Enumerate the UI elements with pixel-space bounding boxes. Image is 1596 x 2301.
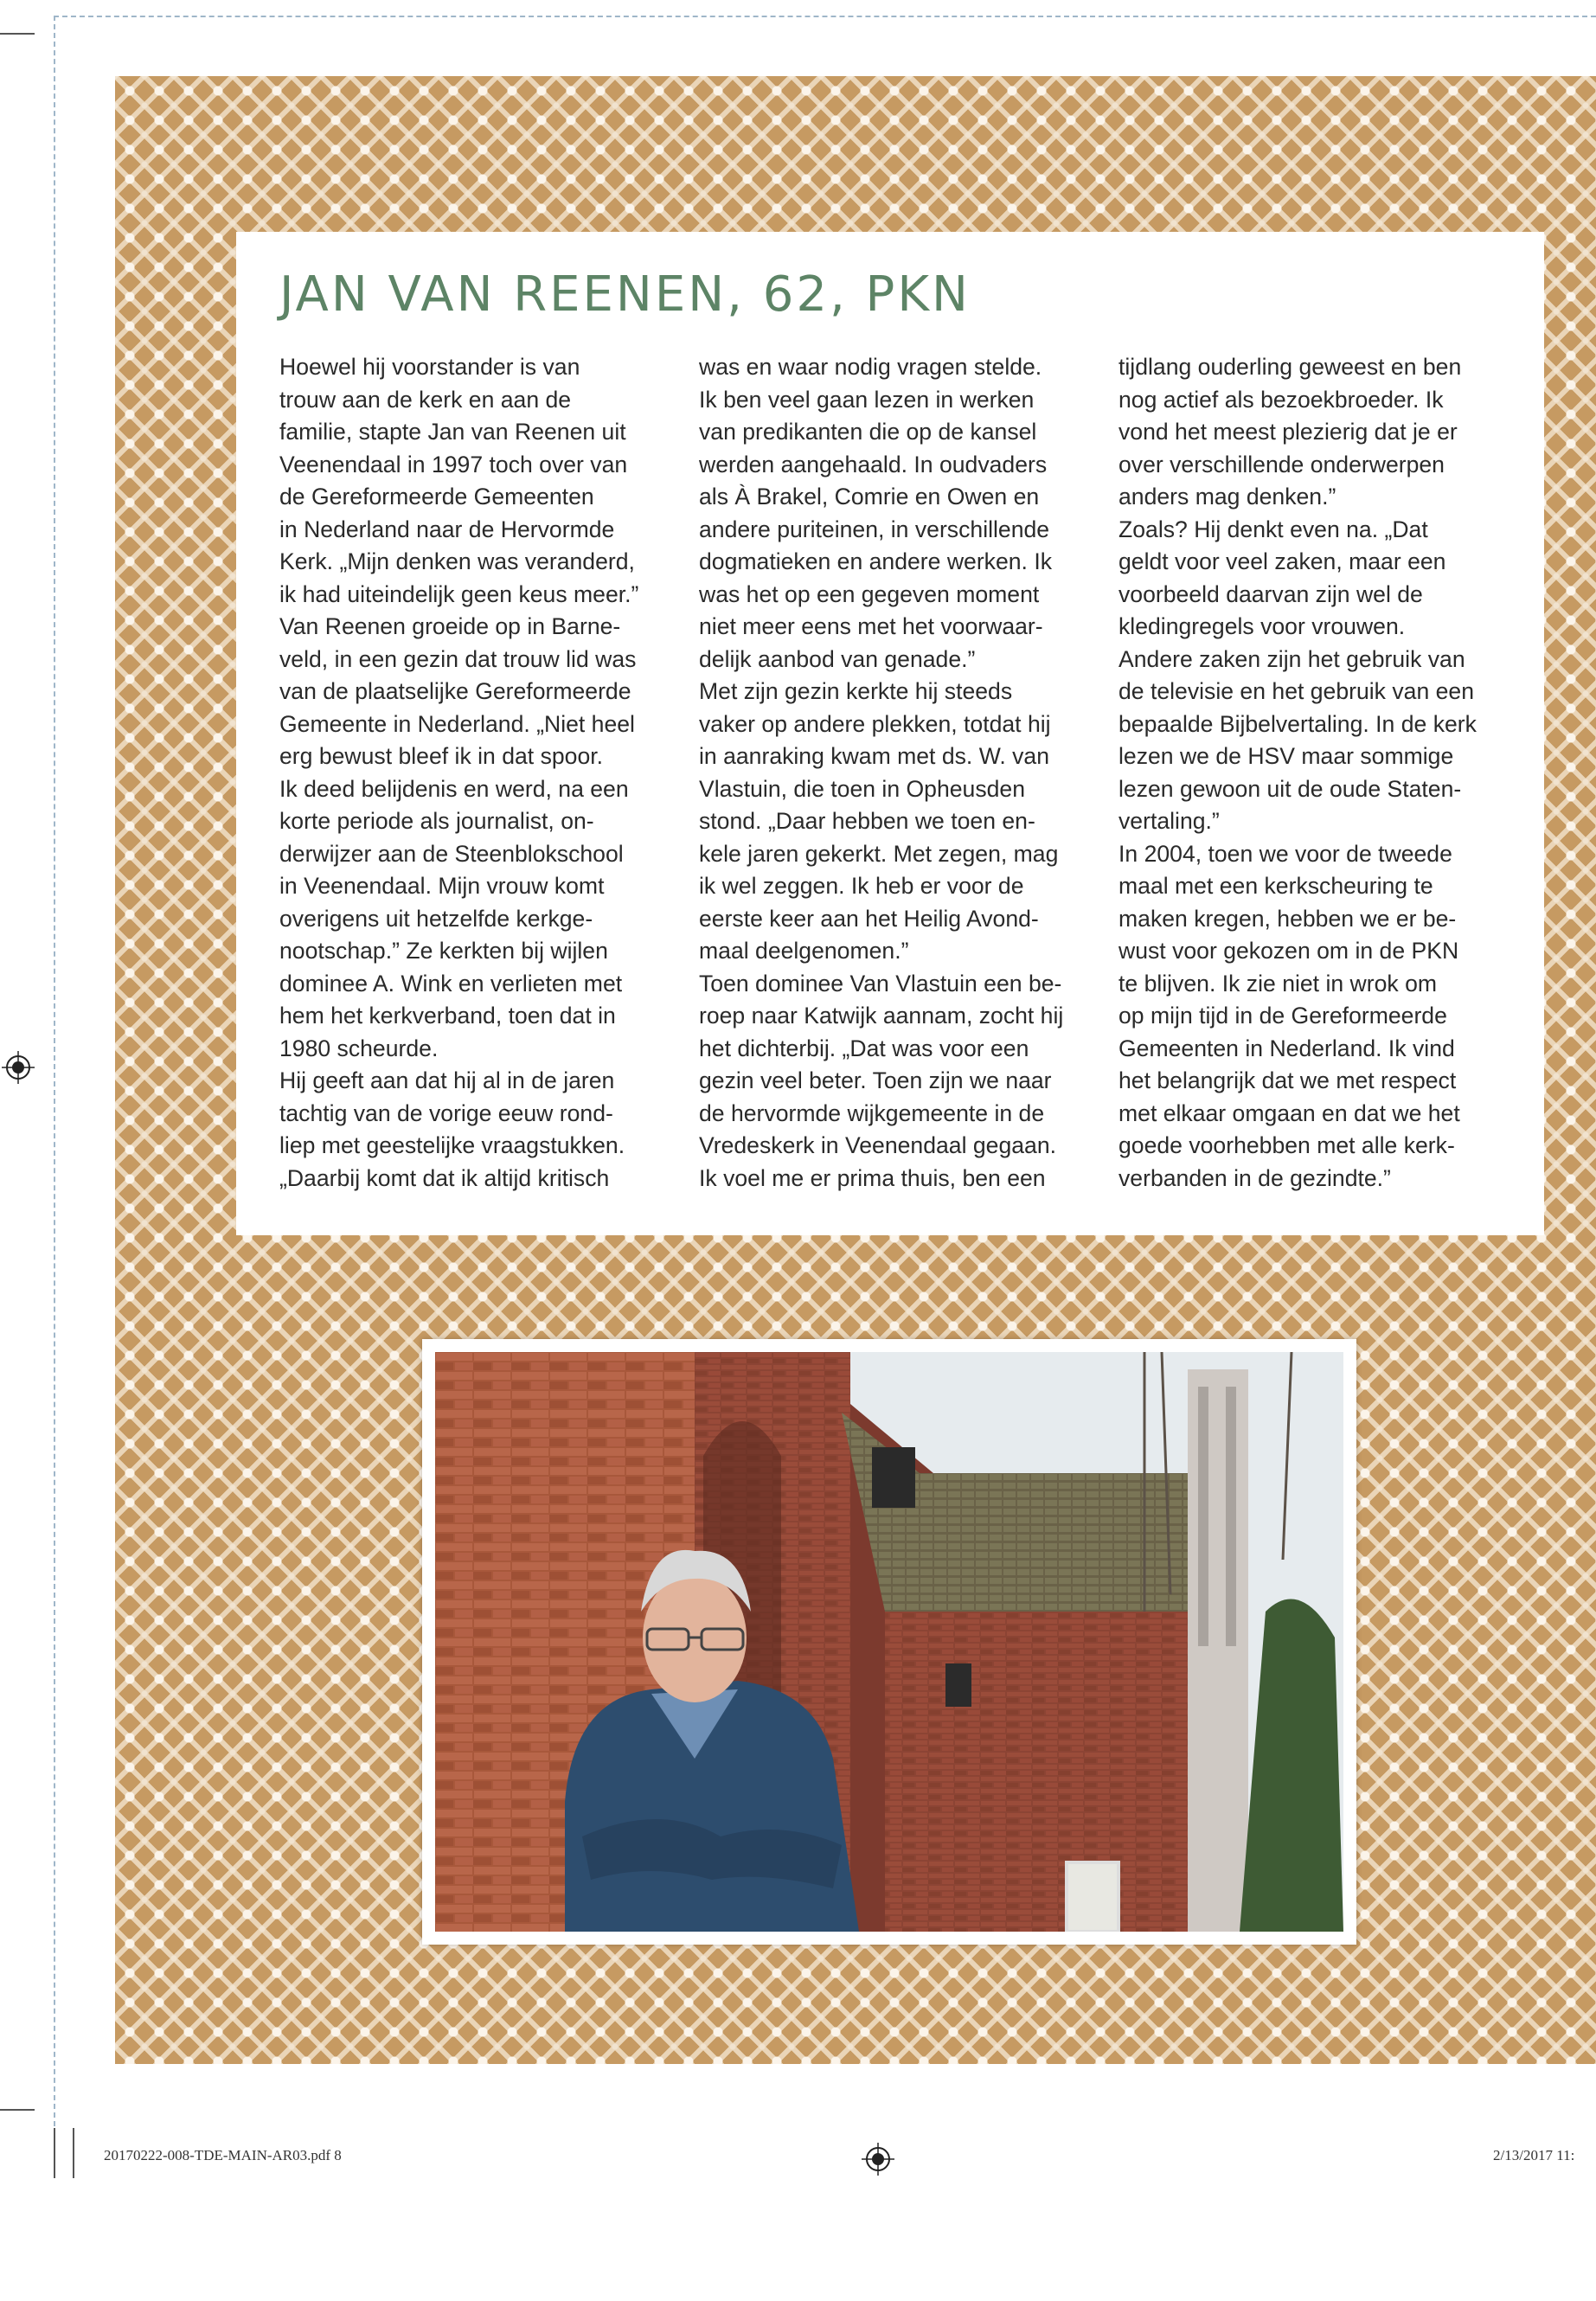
- text-line: het dichterbij. „Dat was voor een: [699, 1035, 1029, 1061]
- text-line: lezen gewoon uit de oude Staten-: [1118, 775, 1462, 802]
- text-line: Ik ben veel gaan lezen in werken: [699, 386, 1035, 413]
- text-line: Hoewel hij voorstander is van: [279, 354, 580, 380]
- text-line: Kerk. „Mijn denken was veranderd,: [279, 548, 635, 574]
- portrait-photo: [422, 1339, 1356, 1945]
- text-line: over verschillende onderwerpen: [1118, 451, 1445, 478]
- text-line: niet meer eens met het voorwaar-: [699, 613, 1043, 639]
- text-line: kele jaren gekerkt. Met zegen, mag: [699, 840, 1059, 867]
- text-line: wust voor gekozen om in de PKN: [1118, 938, 1459, 964]
- registration-mark-icon: [2, 1051, 35, 1084]
- text-line: andere puriteinen, in verschillende: [699, 516, 1050, 542]
- text-line: nootschap.” Ze kerkten bij wijlen: [279, 938, 608, 964]
- text-line: Ik deed belijdenis en werd, na een: [279, 775, 629, 802]
- text-line: als À Brakel, Comrie en Owen en: [699, 484, 1040, 510]
- text-line: dogmatieken en andere werken. Ik: [699, 548, 1053, 574]
- text-line: Gemeenten in Nederland. Ik vind: [1118, 1035, 1455, 1061]
- text-line: ik had uiteindelijk geen keus meer.”: [279, 580, 639, 607]
- text-line: van predikanten die op de kansel: [699, 419, 1037, 445]
- text-line: in Veenendaal. Mijn vrouw komt: [279, 873, 605, 899]
- text-line: Met zijn gezin kerkte hij steeds: [699, 678, 1013, 704]
- text-line: Zoals? Hij denkt even na. „Dat: [1118, 516, 1428, 542]
- text-line: in Nederland naar de Hervormde: [279, 516, 615, 542]
- article-column-1: [279, 351, 669, 1195]
- text-line: trouw aan de kerk en aan de: [279, 386, 572, 413]
- text-line: delijk aanbod van genade.”: [699, 645, 976, 672]
- text-line: vertaling.”: [1118, 808, 1220, 834]
- text-line: ik wel zeggen. Ik heb er voor de: [699, 873, 1024, 899]
- text-line: dominee A. Wink en verlieten met: [279, 970, 623, 997]
- portrait-photo-illustration: [435, 1352, 1343, 1932]
- trim-line-left: [54, 16, 55, 2126]
- text-line: „Daarbij komt dat ik altijd kritisch: [279, 1164, 610, 1191]
- crop-mark: [0, 2109, 35, 2111]
- text-line: vaker op andere plekken, totdat hij: [699, 710, 1051, 737]
- text-line: tijdlang ouderling geweest en ben: [1118, 354, 1462, 380]
- text-line: tachtig van de vorige eeuw rond-: [279, 1099, 613, 1126]
- text-line: vond het meest plezierig dat je er: [1118, 419, 1458, 445]
- text-line: Andere zaken zijn het gebruik van: [1118, 645, 1465, 672]
- text-line: de hervormde wijkgemeente in de: [699, 1099, 1045, 1126]
- text-line: de Gereformeerde Gemeenten: [279, 484, 594, 510]
- text-line: geldt voor veel zaken, maar een: [1118, 548, 1446, 574]
- text-line: Gemeente in Nederland. „Niet heel: [279, 710, 635, 737]
- text-line: Vredeskerk in Veenendaal gegaan.: [699, 1132, 1057, 1158]
- text-line: was het op een gegeven moment: [699, 580, 1040, 607]
- crop-mark: [0, 33, 35, 35]
- text-line: het belangrijk dat we met respect: [1118, 1067, 1457, 1093]
- text-line: Veenendaal in 1997 toch over van: [279, 451, 628, 478]
- text-line: werden aangehaald. In oudvaders: [699, 451, 1048, 478]
- text-line: roep naar Katwijk aannam, zocht hij: [699, 1003, 1064, 1029]
- text-line: 1980 scheurde.: [279, 1035, 439, 1061]
- text-line: goede voorhebben met alle kerk-: [1118, 1132, 1455, 1158]
- text-line: Hij geeft aan dat hij al in de jaren: [279, 1067, 615, 1093]
- article-column-2: [699, 351, 1088, 1195]
- text-line: was en waar nodig vragen stelde.: [699, 354, 1042, 380]
- text-line: op mijn tijd in de Gereformeerde: [1118, 1003, 1447, 1029]
- text-line: kledingregels voor vrouwen.: [1118, 613, 1406, 639]
- text-line: met elkaar omgaan en dat we het: [1118, 1099, 1460, 1126]
- text-line: nog actief als bezoekbroeder. Ik: [1118, 386, 1444, 413]
- article-headline: JAN VAN REENEN, 62, PKN: [279, 266, 971, 323]
- text-line: anders mag denken.”: [1118, 484, 1336, 510]
- text-line: stond. „Daar hebben we toen en-: [699, 808, 1035, 834]
- text-line: eerste keer aan het Heilig Avond-: [699, 905, 1039, 932]
- text-line: korte periode als journalist, on-: [279, 808, 594, 834]
- text-line: de televisie en het gebruik van een: [1118, 678, 1475, 704]
- text-line: van de plaatselijke Gereformeerde: [279, 678, 631, 704]
- trim-line-top: [54, 16, 1596, 17]
- text-line: In 2004, toen we voor de tweede: [1118, 840, 1452, 867]
- text-line: voorbeeld daarvan zijn wel de: [1118, 580, 1423, 607]
- footer-filename: 20170222-008-TDE-MAIN-AR03.pdf 8: [104, 2147, 342, 2163]
- text-line: gezin veel beter. Toen zijn we naar: [699, 1067, 1052, 1093]
- crop-mark: [73, 2128, 74, 2178]
- text-line: derwijzer aan de Steenblokschool: [279, 840, 624, 867]
- text-line: hem het kerkverband, toen dat in: [279, 1003, 616, 1029]
- footer-date: 2/13/2017 11:: [1493, 2147, 1575, 2163]
- text-line: te blijven. Ik zie niet in wrok om: [1118, 970, 1438, 997]
- text-line: erg bewust bleef ik in dat spoor.: [279, 743, 604, 769]
- crop-mark: [54, 2128, 55, 2178]
- text-line: verbanden in de gezindte.”: [1118, 1164, 1391, 1191]
- text-line: Van Reenen groeide op in Barne-: [279, 613, 621, 639]
- text-line: liep met geestelijke vraagstukken.: [279, 1132, 625, 1158]
- text-line: Ik voel me er prima thuis, ben een: [699, 1164, 1046, 1191]
- text-line: lezen we de HSV maar sommige: [1118, 743, 1454, 769]
- article-column-3: [1118, 351, 1508, 1195]
- text-line: overigens uit hetzelfde kerkge-: [279, 905, 593, 932]
- text-line: familie, stapte Jan van Reenen uit: [279, 419, 626, 445]
- text-line: maal deelgenomen.”: [699, 938, 909, 964]
- text-line: veld, in een gezin dat trouw lid was: [279, 645, 637, 672]
- text-line: maal met een kerkscheuring te: [1118, 873, 1433, 899]
- text-line: maken kregen, hebben we er be-: [1118, 905, 1457, 932]
- registration-mark-icon: [862, 2143, 894, 2176]
- text-line: Vlastuin, die toen in Opheusden: [699, 775, 1026, 802]
- text-line: Toen dominee Van Vlastuin een be-: [699, 970, 1062, 997]
- text-line: bepaalde Bijbelvertaling. In de kerk: [1118, 710, 1477, 737]
- text-line: in aanraking kwam met ds. W. van: [699, 743, 1049, 769]
